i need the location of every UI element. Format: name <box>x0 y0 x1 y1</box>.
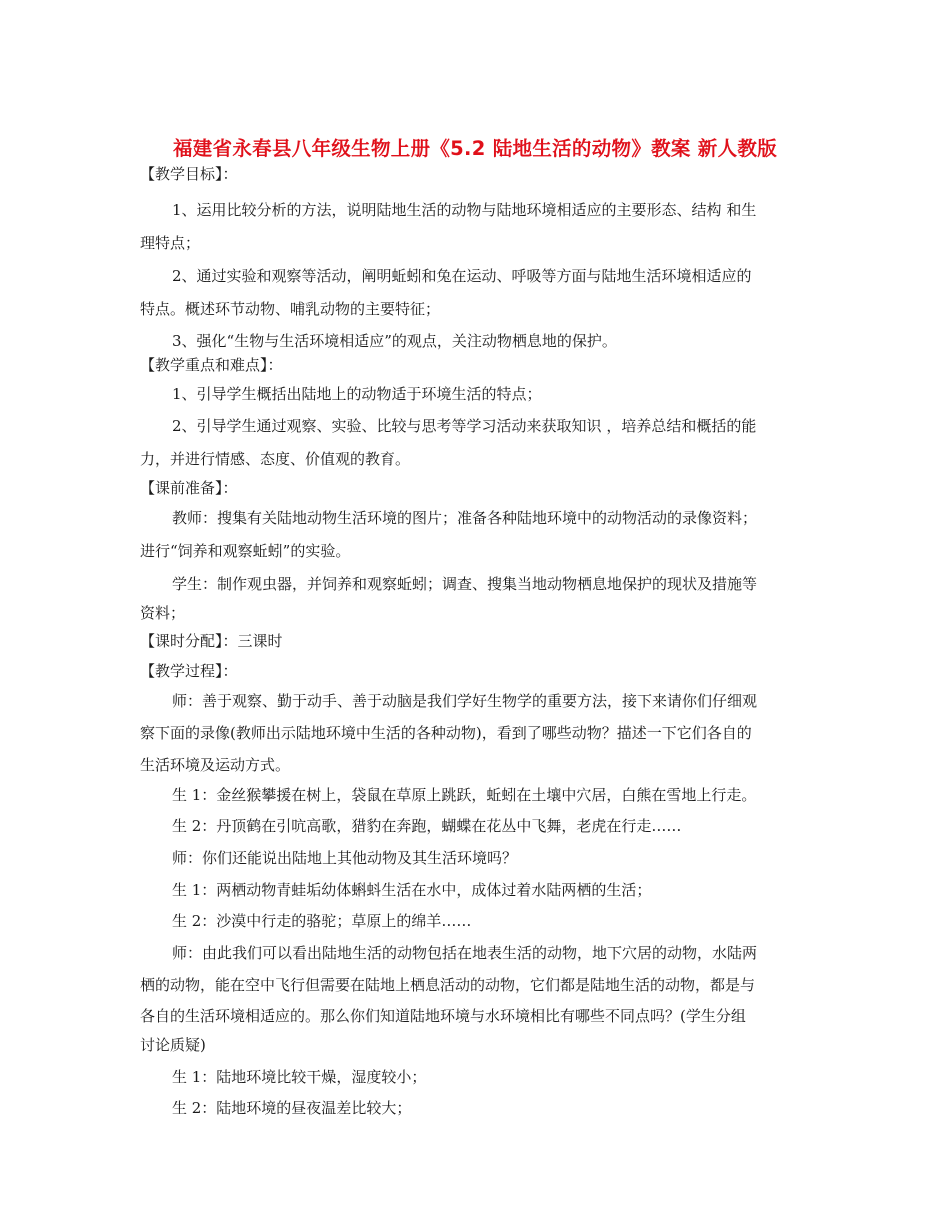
section-heading-objectives: 【教学目标】： <box>140 165 238 183</box>
dialogue-line: 生 1：金丝猴攀援在树上，袋鼠在草原上跳跃，蚯蚓在土壤中穴居，白熊在雪地上行走。 <box>172 786 757 804</box>
paragraph-line: 特点。概述环节动物、哺乳动物的主要特征； <box>140 300 441 318</box>
paragraph-line: 生活环境及运动方式。 <box>140 756 291 774</box>
paragraph-line: 理特点； <box>140 234 201 252</box>
paragraph-line: 1、运用比较分析的方法，说明陆地生活的动物与陆地环境相适应的主要形态、结构 和生 <box>172 201 757 219</box>
paragraph-line: 力，并进行情感、态度、价值观的教育。 <box>140 450 411 468</box>
paragraph-line: 讨论质疑) <box>140 1036 206 1054</box>
dialogue-line: 生 1：陆地环境比较干燥，湿度较小； <box>172 1068 427 1086</box>
paragraph-line: 进行“饲养和观察蚯蚓”的实验。 <box>140 542 351 560</box>
document-title: 福建省永春县八年级生物上册《5.2 陆地生活的动物》教案 新人教版 <box>172 137 778 160</box>
paragraph-line: 师：由此我们可以看出陆地生活的动物包括在地表生活的动物，地下穴居的动物，水陆两 <box>172 944 758 962</box>
section-heading-key-points: 【教学重点和难点】： <box>140 356 283 374</box>
dialogue-line: 师：你们还能说出陆地上其他动物及其生活环境吗？ <box>172 849 518 867</box>
paragraph-line: 各自的生活环境相适应的。那么你们知道陆地环境与水环境相比有哪些不同点吗？(学生分组 <box>140 1007 746 1025</box>
section-heading-schedule: 【课时分配】：三课时 <box>140 632 283 650</box>
paragraph-line: 栖的动物，能在空中飞行但需要在陆地上栖息活动的动物，它们都是陆地生活的动物，都是与 <box>140 976 756 994</box>
paragraph-line: 3、强化“生物与生活环境相适应”的观点，关注动物栖息地的保护。 <box>172 332 617 350</box>
paragraph-line: 察下面的录像(教师出示陆地环境中生活的各种动物)，看到了哪些动物？描述一下它们各自的 <box>140 724 752 742</box>
section-heading-process: 【教学过程】： <box>140 662 238 680</box>
paragraph-line: 教师：搜集有关陆地动物生活环境的图片；准备各种陆地环境中的动物活动的录像资料； <box>172 509 758 527</box>
dialogue-line: 生 1：两栖动物青蛙垢幼体蝌蚪生活在水中，成体过着水陆两栖的生活； <box>172 881 652 899</box>
paragraph-line: 1、引导学生概括出陆地上的动物适于环境生活的特点； <box>172 385 542 403</box>
dialogue-line: 生 2：丹顶鹤在引吭高歌，猎豹在奔跑，蝴蝶在花丛中飞舞，老虎在行走…… <box>172 817 682 835</box>
dialogue-line: 生 2：沙漠中行走的骆驼；草原上的绵羊…… <box>172 912 472 930</box>
paragraph-line: 学生：制作观虫器，并饲养和观察蚯蚓；调查、搜集当地动物栖息地保护的现状及措施等 <box>172 575 758 593</box>
paragraph-line: 2、引导学生通过观察、实验、比较与思考等学习活动来获取知识 ，培养总结和概括的能 <box>172 417 757 435</box>
paragraph-line: 师：善于观察、勤于动手、善于动脑是我们学好生物学的重要方法，接下来请你们仔细观 <box>172 692 758 710</box>
section-heading-preparation: 【课前准备】： <box>140 479 238 497</box>
paragraph-line: 资料； <box>140 604 186 622</box>
dialogue-line: 生 2：陆地环境的昼夜温差比较大； <box>172 1099 412 1117</box>
paragraph-line: 2、通过实验和观察等活动，阐明蚯蚓和兔在运动、呼吸等方面与陆地生活环境相适应的 <box>172 267 752 285</box>
